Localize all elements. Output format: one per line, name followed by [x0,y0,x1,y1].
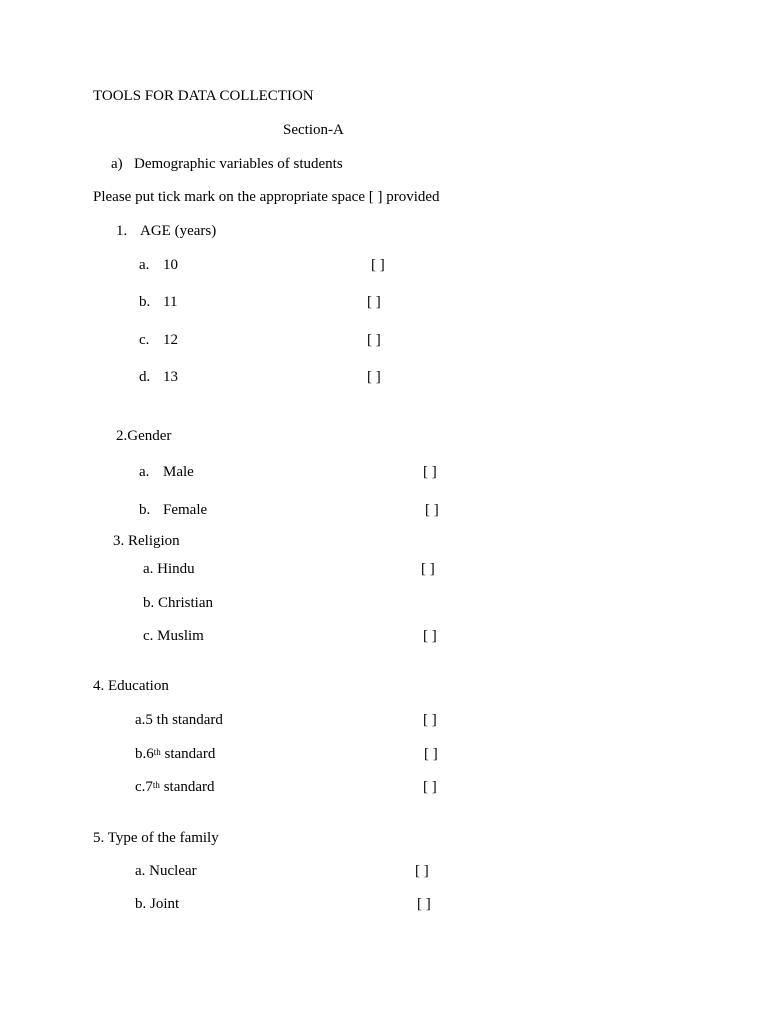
checkbox-age-10[interactable]: [ ] [371,257,385,273]
checkbox-6th-standard[interactable]: [ ] [424,746,438,762]
option-muslim: c. Muslim [143,628,204,644]
option-7th-standard: c.7th standard [135,779,215,795]
option-male: Male [163,464,194,480]
subsection-title: Demographic variables of students [134,156,343,172]
option-letter: b. [139,294,151,310]
option-nuclear: a. Nuclear [135,863,197,879]
checkbox-age-13[interactable]: [ ] [367,369,381,385]
subsection-marker: a) [111,156,123,172]
section-heading: Section-A [283,122,344,138]
option-age-10: 10 [163,257,178,273]
option-6th-standard: b.6th standard [135,746,216,762]
ordinal-suffix: th [153,747,161,757]
checkbox-hindu[interactable]: [ ] [421,561,435,577]
checkbox-nuclear[interactable]: [ ] [415,863,429,879]
option-age-12: 12 [163,332,178,348]
checkbox-5th-standard[interactable]: [ ] [423,712,437,728]
question-label-religion: 3. Religion [113,533,180,549]
checkbox-age-12[interactable]: [ ] [367,332,381,348]
option-letter: d. [139,369,151,385]
option-letter: a. [139,464,150,480]
question-number: 1. [116,223,128,239]
option-5th-standard: a.5 th standard [135,712,223,728]
option-letter: a. [139,257,150,273]
checkbox-muslim[interactable]: [ ] [423,628,437,644]
checkbox-female[interactable]: [ ] [425,502,439,518]
option-joint: b. Joint [135,896,180,912]
option-female: Female [163,502,208,518]
option-hindu: a. Hindu [143,561,195,577]
question-label-age: AGE (years) [140,223,217,239]
checkbox-joint[interactable]: [ ] [417,896,431,912]
checkbox-male[interactable]: [ ] [423,464,437,480]
option-age-11: 11 [163,294,178,310]
checkbox-age-11[interactable]: [ ] [367,294,381,310]
question-label-education: 4. Education [93,678,169,694]
option-christian: b. Christian [143,595,213,611]
question-label-family-type: 5. Type of the family [93,830,219,846]
option-age-13: 13 [163,369,178,385]
instruction-text: Please put tick mark on the appropriate space [ ] provided [93,189,440,205]
document-title: TOOLS FOR DATA COLLECTION [93,88,314,104]
checkbox-7th-standard[interactable]: [ ] [423,779,437,795]
option-letter: c. [139,332,150,348]
ordinal-suffix: th [152,780,160,790]
option-letter: b. [139,502,151,518]
question-label-gender: 2.Gender [116,428,172,444]
